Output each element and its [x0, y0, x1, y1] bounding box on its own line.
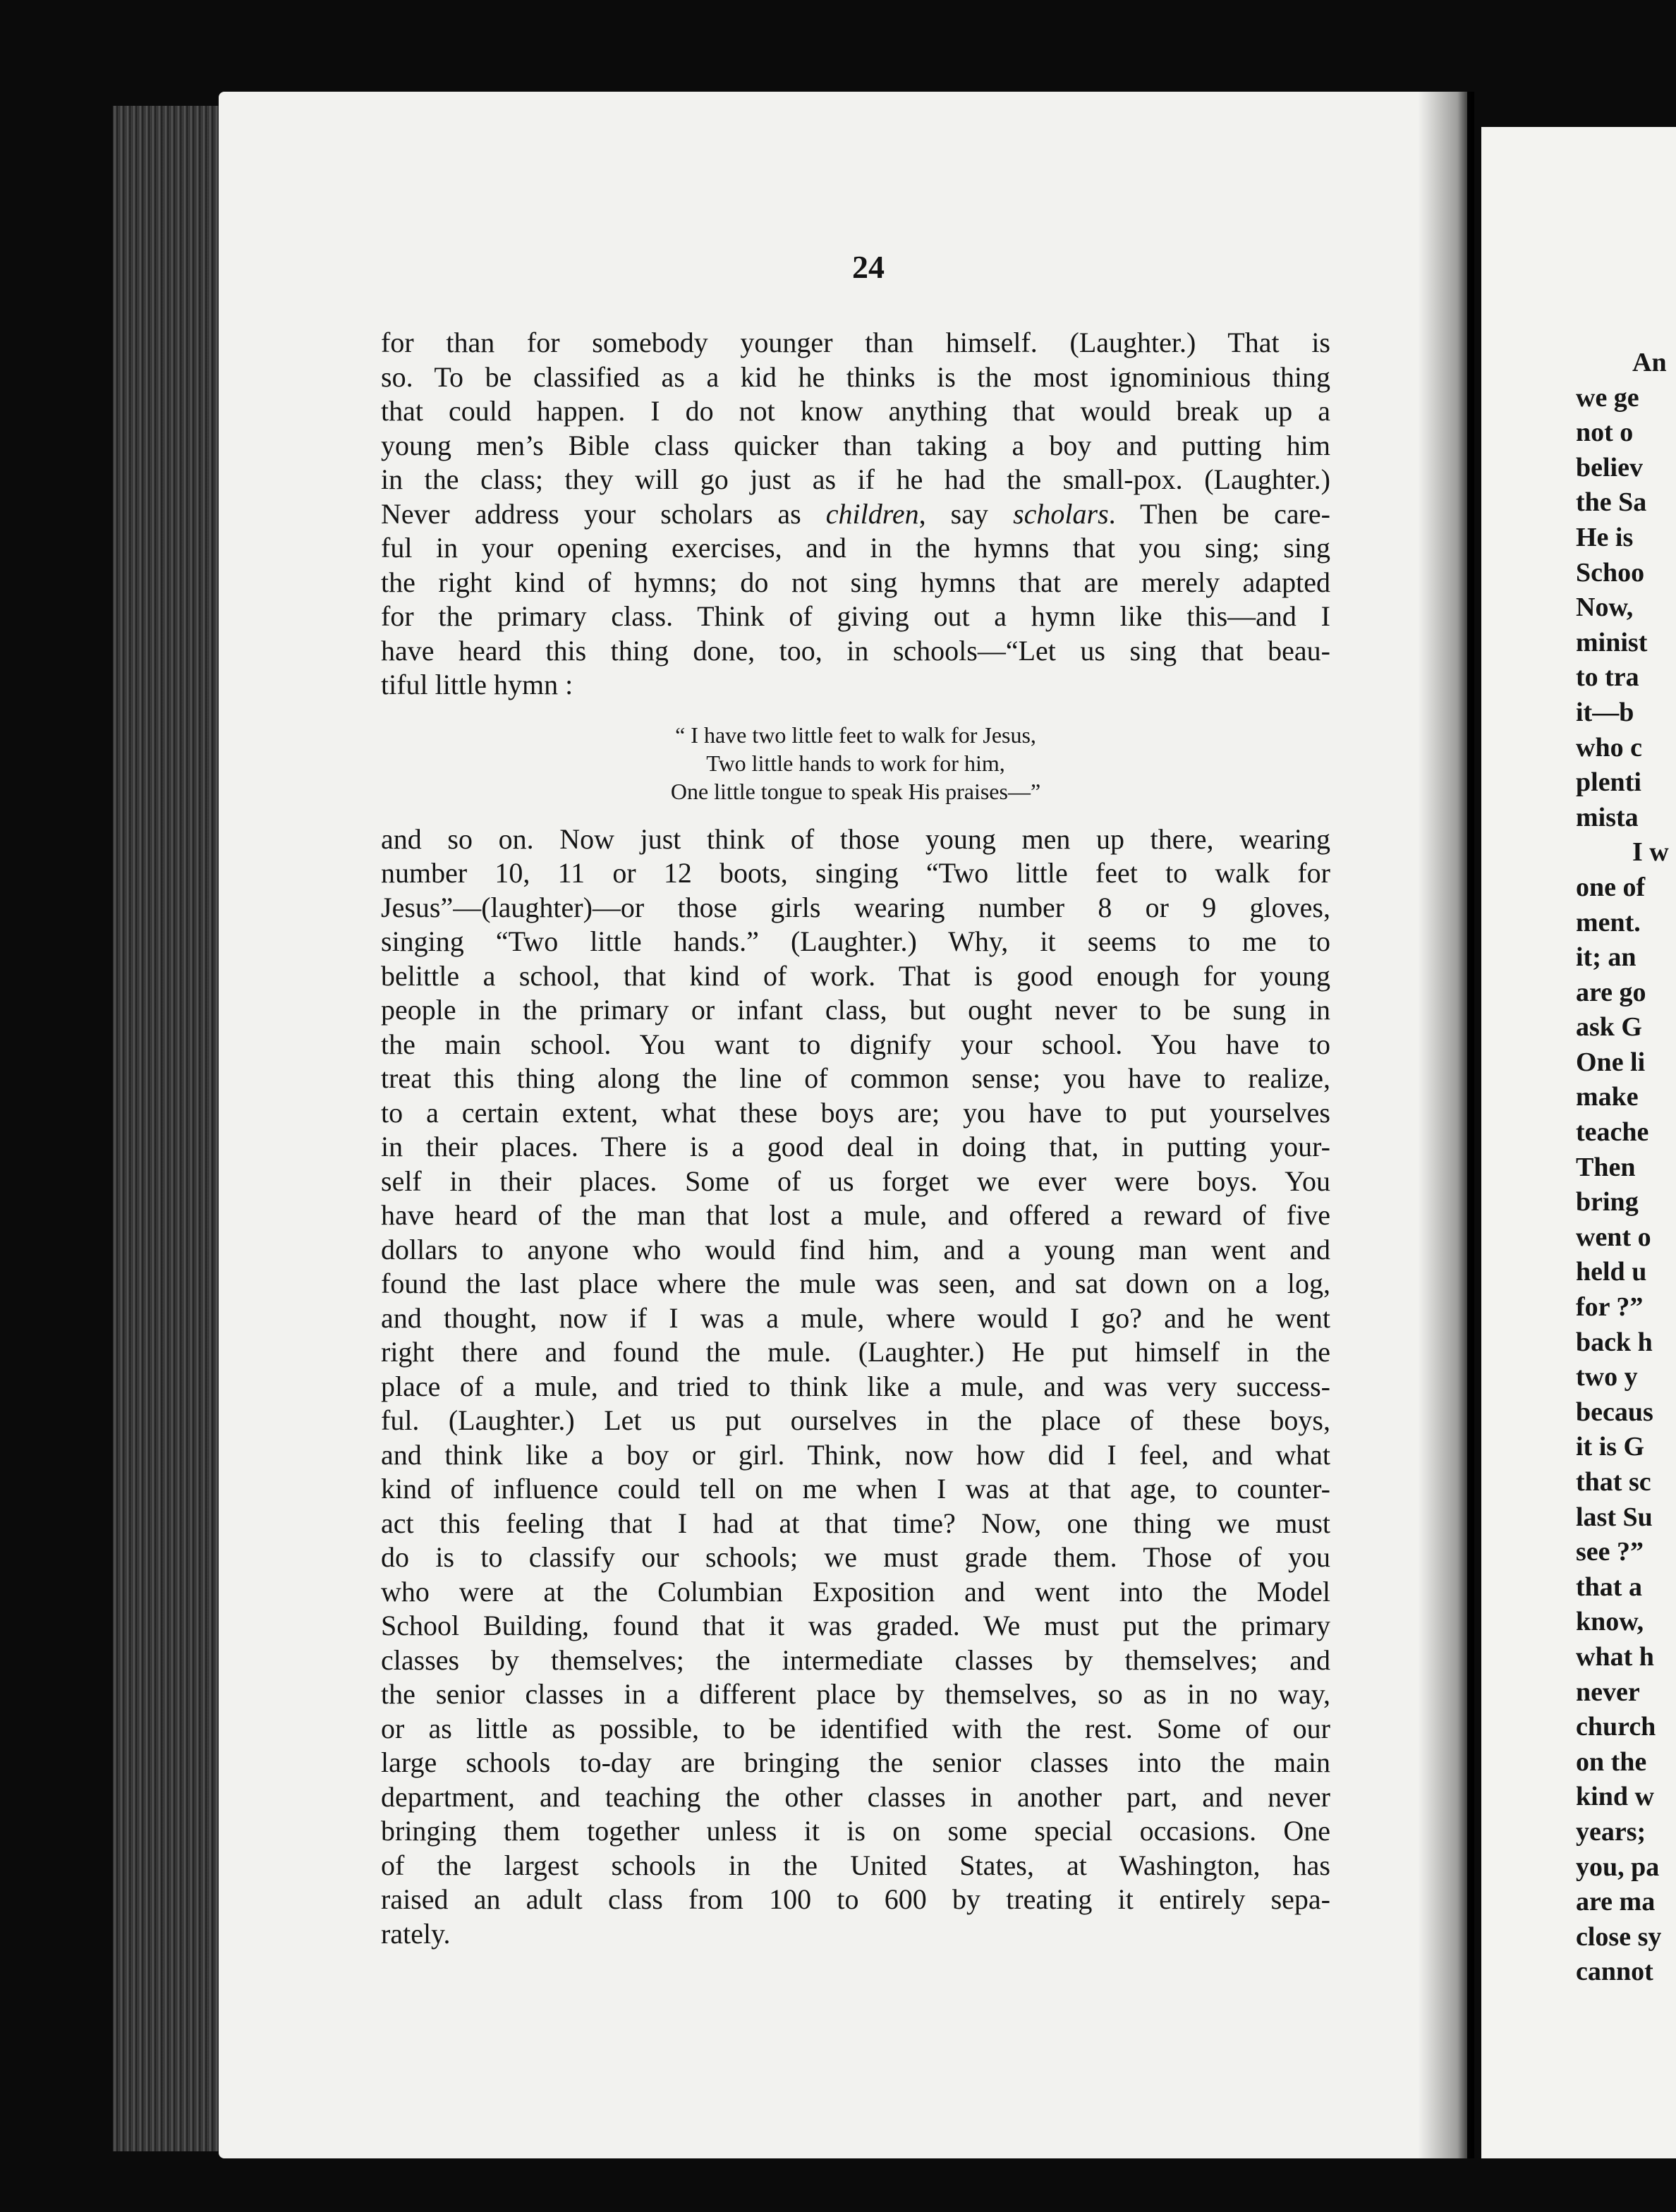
text-line: belittle a school, that kind of work. That is good enough for young	[381, 959, 1330, 992]
text-line: young men’s Bible class quicker than taking a boy and putting him	[381, 429, 1330, 461]
fragment-line: to tra	[1576, 662, 1639, 693]
text-line: for than for somebody younger than himself. (Laughter.) That is	[381, 327, 1330, 358]
fragment-line: years;	[1576, 1816, 1646, 1847]
text-line: the main school. You want to dignify your school. You have to	[381, 1028, 1330, 1060]
fragment-line: minist	[1576, 627, 1648, 657]
paragraph-2	[381, 822, 1330, 1952]
text-line: singing “Two little hands.” (Laughter.) Why, it seems to me to	[381, 925, 1330, 957]
fragment-line: mista	[1576, 802, 1639, 832]
fragment-line: church	[1576, 1712, 1656, 1742]
fragment-line: Schoo	[1576, 557, 1645, 588]
fragment-line: see ?”	[1576, 1537, 1644, 1567]
text-line: or as little as possible, to be identified with the rest. Some of our	[381, 1712, 1330, 1744]
fragment-line: for ?”	[1576, 1292, 1644, 1323]
text-line: so. To be classified as a kid he thinks is the most ignominious thing	[381, 360, 1330, 393]
fragment-line: close sy	[1576, 1921, 1662, 1952]
fragment-line: cannot	[1576, 1957, 1653, 1987]
fragment-line: He is	[1576, 522, 1634, 552]
text-line: and so on. Now just think of those young men up there, wearing	[381, 822, 1330, 855]
text-line: to a certain extent, what these boys are; you have to put yourselves	[381, 1096, 1330, 1129]
text-line: treat this thing along the line of common sense; you have to realize,	[381, 1062, 1330, 1094]
text-line: and think like a boy or girl. Think, now how did I feel, and what	[381, 1438, 1330, 1471]
fragment-line: Now,	[1576, 592, 1634, 623]
text-line: have heard this thing done, too, in schools—“Let us sing that beau-	[381, 634, 1330, 667]
italic-word: children	[825, 497, 919, 530]
text-line: right there and found the mule. (Laughter.) He put himself in the	[381, 1336, 1330, 1368]
page-number: 24	[852, 249, 885, 285]
text-line: the right kind of hymns; do not sing hymns that are merely adapted	[381, 566, 1330, 598]
fragment-line: you, pa	[1576, 1852, 1660, 1882]
text-line: do is to classify our schools; we must grade them. Those of you	[381, 1541, 1330, 1573]
fragment-line: what h	[1576, 1641, 1654, 1672]
fragment-line: back h	[1576, 1327, 1653, 1357]
fragment-line: kind w	[1576, 1782, 1654, 1812]
text-line: of the largest schools in the United States, at Washington, has	[381, 1849, 1330, 1881]
text-line: large schools to-day are bringing the senior classes into the main	[381, 1746, 1330, 1778]
text-line: kind of influence could tell on me when I was at that age, to counter-	[381, 1473, 1330, 1505]
fragment-line: it; an	[1576, 942, 1636, 973]
text-line: ful. (Laughter.) Let us put ourselves in the place of these boys,	[381, 1404, 1330, 1436]
fragment-line: believ	[1576, 452, 1643, 482]
text-line: School Building, found that it was graded. We must put the primary	[381, 1610, 1330, 1641]
text-line: department, and teaching the other classes in another part, and never	[381, 1780, 1330, 1813]
fragment-line: are ma	[1576, 1887, 1656, 1917]
text-line: classes by themselves; the intermediate classes by themselves; and	[381, 1643, 1330, 1676]
fragment-line: One li	[1576, 1047, 1646, 1077]
paragraph-1	[381, 326, 1330, 703]
fragment-line: went o	[1576, 1222, 1651, 1252]
text-line: the senior classes in a different place by themselves, so as in no way,	[381, 1678, 1330, 1710]
right-page-text-fragments	[1576, 346, 1676, 1990]
fragment-line: not o	[1576, 418, 1634, 448]
text-fragment: , say	[918, 497, 1014, 530]
fragment-line: held u	[1576, 1257, 1647, 1287]
book-gutter	[1418, 92, 1474, 2158]
text-line: self in their places. Some of us forget we ever were boys. You	[381, 1165, 1330, 1197]
fragment-line: one of	[1576, 872, 1646, 902]
text-line: in their places. There is a good deal in doing that, in putting your-	[381, 1131, 1330, 1162]
fragment-line: that sc	[1576, 1467, 1651, 1497]
text-line: bringing them together unless it is on some special occasions. One	[381, 1815, 1330, 1847]
text-line: and thought, now if I was a mule, where would I go? and he went	[381, 1301, 1330, 1334]
text-line: ful in your opening exercises, and in the hymns that you sing; sing	[381, 532, 1330, 564]
text-line-with-italics	[381, 497, 1330, 532]
fragment-line: plenti	[1576, 767, 1641, 798]
hymn-line: Two little hands to work for him,	[706, 750, 1005, 776]
fragment-line: Then	[1576, 1152, 1636, 1182]
text-line: for the primary class. Think of giving out a hymn like this—and I	[381, 600, 1330, 632]
fragment-line: make	[1576, 1082, 1639, 1112]
fragment-line: bring	[1576, 1187, 1639, 1217]
fragment-line: An	[1632, 348, 1667, 377]
fragment-line: becaus	[1576, 1397, 1653, 1427]
text-fragment: Never address your scholars as	[381, 497, 826, 530]
fragment-line: ask G	[1576, 1012, 1642, 1043]
text-line: tiful little hymn :	[381, 669, 573, 700]
text-line: act this feeling that I had at that time? Now, one thing we must	[381, 1507, 1330, 1539]
fragment-line: never	[1576, 1677, 1640, 1707]
text-fragment: . Then be care-	[1108, 497, 1331, 530]
text-line: rately.	[381, 1917, 451, 1950]
fragment-line: who c	[1576, 732, 1642, 762]
text-line: Jesus”—(laughter)—or those girls wearing number 8 or 9 gloves,	[381, 891, 1330, 923]
text-line: that could happen. I do not know anything that would break up a	[381, 395, 1330, 427]
fragment-line: on the	[1576, 1746, 1647, 1777]
fragment-line: it is G	[1576, 1432, 1645, 1462]
text-line: who were at the Columbian Exposition and went into the Model	[381, 1575, 1330, 1608]
fragment-line: that a	[1576, 1572, 1642, 1602]
fragment-line: know,	[1576, 1607, 1644, 1637]
fragment-line: last Su	[1576, 1502, 1653, 1532]
text-line: have heard of the man that lost a mule, and offered a reward of five	[381, 1199, 1330, 1231]
fragment-line: teache	[1576, 1117, 1649, 1148]
hymn-line: “ I have two little feet to walk for Jesus,	[675, 722, 1036, 748]
hymn-quote	[381, 721, 1330, 806]
text-line: dollars to anyone who would find him, and a young man went and	[381, 1233, 1330, 1265]
text-line: raised an adult class from 100 to 600 by treating it entirely sepa-	[381, 1883, 1330, 1915]
fragment-line: the Sa	[1576, 487, 1647, 518]
fragment-line: it—b	[1576, 697, 1634, 727]
book-page-edges	[113, 106, 233, 2151]
fragment-line: I w	[1632, 837, 1669, 868]
text-line: place of a mule, and tried to think like a mule, and was very success-	[381, 1370, 1330, 1402]
italic-word: scholars	[1013, 497, 1109, 530]
fragment-line: we ge	[1576, 382, 1639, 413]
text-line: number 10, 11 or 12 boots, singing “Two little feet to walk for	[381, 857, 1330, 889]
text-line: in the class; they will go just as if he had the small-pox. (Laughter.)	[381, 463, 1330, 495]
fragment-line: are go	[1576, 977, 1646, 1007]
page-text	[381, 326, 1330, 1951]
hymn-line: One little tongue to speak His praises—”	[670, 778, 1041, 804]
text-line: found the last place where the mule was seen, and sat down on a log,	[381, 1268, 1330, 1299]
text-line: people in the primary or infant class, but ought never to be sung in	[381, 994, 1330, 1026]
fragment-line: ment.	[1576, 907, 1641, 937]
fragment-line: two y	[1576, 1362, 1638, 1392]
